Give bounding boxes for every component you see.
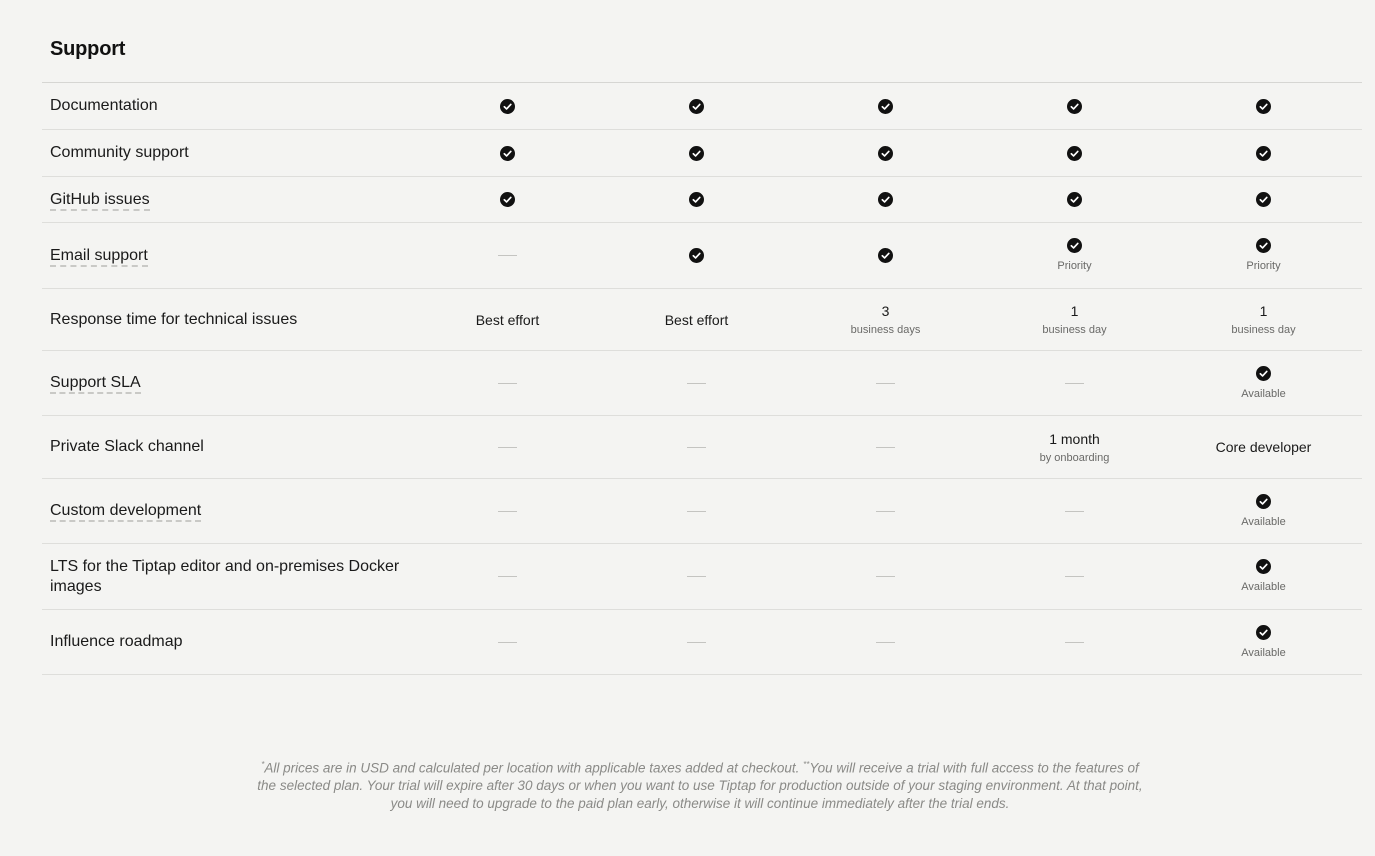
check-circle-icon xyxy=(689,146,704,161)
plan-cell xyxy=(1169,430,1358,465)
check-circle-icon xyxy=(878,192,893,207)
plan-cell xyxy=(413,99,602,114)
plan-cell xyxy=(980,146,1169,161)
feature-label-text: Support SLA xyxy=(50,374,141,394)
not-included-dash-icon xyxy=(876,642,895,643)
plan-cells xyxy=(413,366,1362,401)
section-title: Support xyxy=(50,38,126,60)
plan-cell xyxy=(413,559,602,594)
check-circle-icon xyxy=(1067,146,1082,161)
plan-cells xyxy=(413,559,1362,594)
cell-note: Priority xyxy=(1057,260,1092,272)
plan-cell xyxy=(602,238,791,273)
check-circle-icon xyxy=(1256,625,1271,640)
table-row xyxy=(42,351,1362,416)
cell-note: Available xyxy=(1241,646,1286,659)
plan-cell xyxy=(791,192,980,207)
not-included-dash-icon xyxy=(1065,383,1084,384)
cell-note: Priority xyxy=(1246,260,1281,272)
cell-value: Best effort xyxy=(475,311,540,328)
cell-value: 1 month xyxy=(1049,430,1100,447)
not-included-dash-icon xyxy=(498,642,517,643)
table-row xyxy=(42,289,1362,351)
not-included-dash-icon xyxy=(498,383,517,384)
check-circle-icon xyxy=(500,99,515,114)
not-included-dash-icon xyxy=(498,447,517,448)
plan-cell xyxy=(791,494,980,529)
plan-cell xyxy=(602,430,791,465)
plan-cell xyxy=(980,238,1169,273)
cell-note: Available xyxy=(1241,581,1286,593)
table-row xyxy=(42,610,1362,675)
check-circle-icon xyxy=(689,192,704,207)
not-included-dash-icon xyxy=(498,511,517,512)
not-included-dash-icon xyxy=(687,447,706,448)
footnote-text-1: All prices are in USD and calculated per location with applicable taxes added at checkout. xyxy=(264,760,804,775)
plan-cells xyxy=(413,99,1362,114)
feature-label[interactable] xyxy=(42,246,412,266)
feature-label[interactable] xyxy=(42,190,412,210)
check-circle-icon xyxy=(689,99,704,114)
plan-cell xyxy=(413,366,602,401)
plan-cell xyxy=(1169,625,1358,660)
not-included-dash-icon xyxy=(1065,511,1084,512)
feature-label xyxy=(42,437,412,457)
cell-note: business day xyxy=(1231,324,1296,336)
plan-cell xyxy=(602,192,791,207)
table-row xyxy=(42,83,1362,130)
feature-label-text: Influence roadmap xyxy=(50,633,183,650)
plan-cells xyxy=(413,430,1362,465)
pricing-footnote xyxy=(250,756,1150,814)
footnote-mark-2: ** xyxy=(803,759,810,769)
support-table xyxy=(42,82,1362,675)
plan-cell xyxy=(791,146,980,161)
cell-value: Best effort xyxy=(664,311,729,328)
plan-cell xyxy=(1169,192,1358,207)
plan-cells xyxy=(413,238,1362,273)
not-included-dash-icon xyxy=(498,576,517,577)
check-circle-icon xyxy=(1256,238,1271,253)
footnote-text-2: You will receive a trial with full access to the features of the selected plan. Your trial will expire after 30 days or when you want to use Tiptap for production outside of your staging environment. At that point, you will need to upgrade to the paid plan early, otherwise it will continue immediately after the trial ends. xyxy=(257,760,1143,811)
plan-cell xyxy=(413,192,602,207)
cell-value: 1 xyxy=(1070,303,1079,319)
footnote-mark-1: * xyxy=(261,759,265,769)
not-included-dash-icon xyxy=(876,511,895,512)
feature-label[interactable] xyxy=(42,501,412,521)
feature-label xyxy=(42,557,412,597)
cell-value: 1 xyxy=(1259,303,1268,319)
plan-cell xyxy=(413,430,602,465)
plan-cell xyxy=(413,302,602,337)
feature-label-text: Email support xyxy=(50,247,148,267)
plan-cell xyxy=(980,625,1169,660)
check-circle-icon xyxy=(1067,99,1082,114)
plan-cell xyxy=(602,625,791,660)
check-circle-icon xyxy=(500,146,515,161)
plan-cells xyxy=(413,146,1362,161)
plan-cell xyxy=(791,625,980,660)
plan-cell xyxy=(602,559,791,594)
plan-cell xyxy=(791,238,980,273)
feature-label xyxy=(42,143,412,163)
check-circle-icon xyxy=(1256,192,1271,207)
check-circle-icon xyxy=(878,248,893,263)
plan-cell xyxy=(791,302,980,337)
plan-cell xyxy=(980,302,1169,337)
plan-cell xyxy=(980,559,1169,594)
not-included-dash-icon xyxy=(498,255,517,256)
feature-label xyxy=(42,632,412,652)
table-row xyxy=(42,416,1362,479)
table-row xyxy=(42,223,1362,289)
feature-label-text: Response time for technical issues xyxy=(50,310,298,328)
plan-cell xyxy=(980,494,1169,529)
feature-label xyxy=(42,310,412,330)
plan-cell xyxy=(1169,559,1358,594)
check-circle-icon xyxy=(1067,238,1082,253)
plan-cell xyxy=(602,146,791,161)
feature-label-text: Documentation xyxy=(50,97,158,114)
plan-cell xyxy=(602,302,791,337)
plan-cells xyxy=(413,494,1362,529)
plan-cell xyxy=(1169,238,1358,273)
check-circle-icon xyxy=(1256,559,1271,574)
feature-label-text: GitHub issues xyxy=(50,191,150,211)
feature-label-text: LTS for the Tiptap editor and on-premises Docker images xyxy=(50,557,400,595)
cell-note: Available xyxy=(1241,515,1286,528)
check-circle-icon xyxy=(1256,366,1271,381)
not-included-dash-icon xyxy=(1065,576,1084,577)
plan-cell xyxy=(602,366,791,401)
cell-value: Core developer xyxy=(1215,439,1312,455)
table-row xyxy=(42,544,1362,610)
plan-cells xyxy=(413,625,1362,660)
plan-cell xyxy=(791,366,980,401)
plan-cells xyxy=(413,302,1362,337)
plan-cells xyxy=(413,192,1362,207)
cell-note: Available xyxy=(1241,387,1286,400)
plan-cell xyxy=(791,559,980,594)
plan-cell xyxy=(602,99,791,114)
feature-label-text: Custom development xyxy=(50,502,201,522)
plan-cell xyxy=(791,430,980,465)
check-circle-icon xyxy=(878,146,893,161)
check-circle-icon xyxy=(1067,192,1082,207)
table-row xyxy=(42,177,1362,223)
not-included-dash-icon xyxy=(1065,642,1084,643)
not-included-dash-icon xyxy=(687,642,706,643)
cell-note: business days xyxy=(850,324,921,336)
plan-cell xyxy=(1169,302,1358,337)
plan-cell xyxy=(413,625,602,660)
plan-cell xyxy=(980,366,1169,401)
not-included-dash-icon xyxy=(687,511,706,512)
plan-cell xyxy=(980,192,1169,207)
plan-cell xyxy=(1169,366,1358,401)
plan-cell xyxy=(791,99,980,114)
feature-label-text: Private Slack channel xyxy=(50,438,204,455)
not-included-dash-icon xyxy=(876,447,895,448)
check-circle-icon xyxy=(1256,146,1271,161)
not-included-dash-icon xyxy=(876,576,895,577)
plan-cell xyxy=(980,430,1169,465)
cell-note: by onboarding xyxy=(1039,451,1110,464)
table-row xyxy=(42,479,1362,544)
plan-cell xyxy=(602,494,791,529)
feature-label xyxy=(42,96,412,116)
plan-cell xyxy=(413,238,602,273)
cell-note: business day xyxy=(1042,324,1107,336)
feature-label-text: Community support xyxy=(50,144,189,161)
plan-cell xyxy=(1169,99,1358,114)
not-included-dash-icon xyxy=(687,576,706,577)
check-circle-icon xyxy=(1256,494,1271,509)
check-circle-icon xyxy=(1256,99,1271,114)
plan-cell xyxy=(980,99,1169,114)
check-circle-icon xyxy=(500,192,515,207)
feature-label[interactable] xyxy=(42,373,412,393)
plan-cell xyxy=(413,146,602,161)
not-included-dash-icon xyxy=(876,383,895,384)
plan-cell xyxy=(1169,494,1358,529)
not-included-dash-icon xyxy=(687,383,706,384)
plan-cell xyxy=(1169,146,1358,161)
plan-cell xyxy=(413,494,602,529)
table-row xyxy=(42,130,1362,177)
check-circle-icon xyxy=(878,99,893,114)
check-circle-icon xyxy=(689,248,704,263)
cell-value: 3 xyxy=(881,303,890,319)
